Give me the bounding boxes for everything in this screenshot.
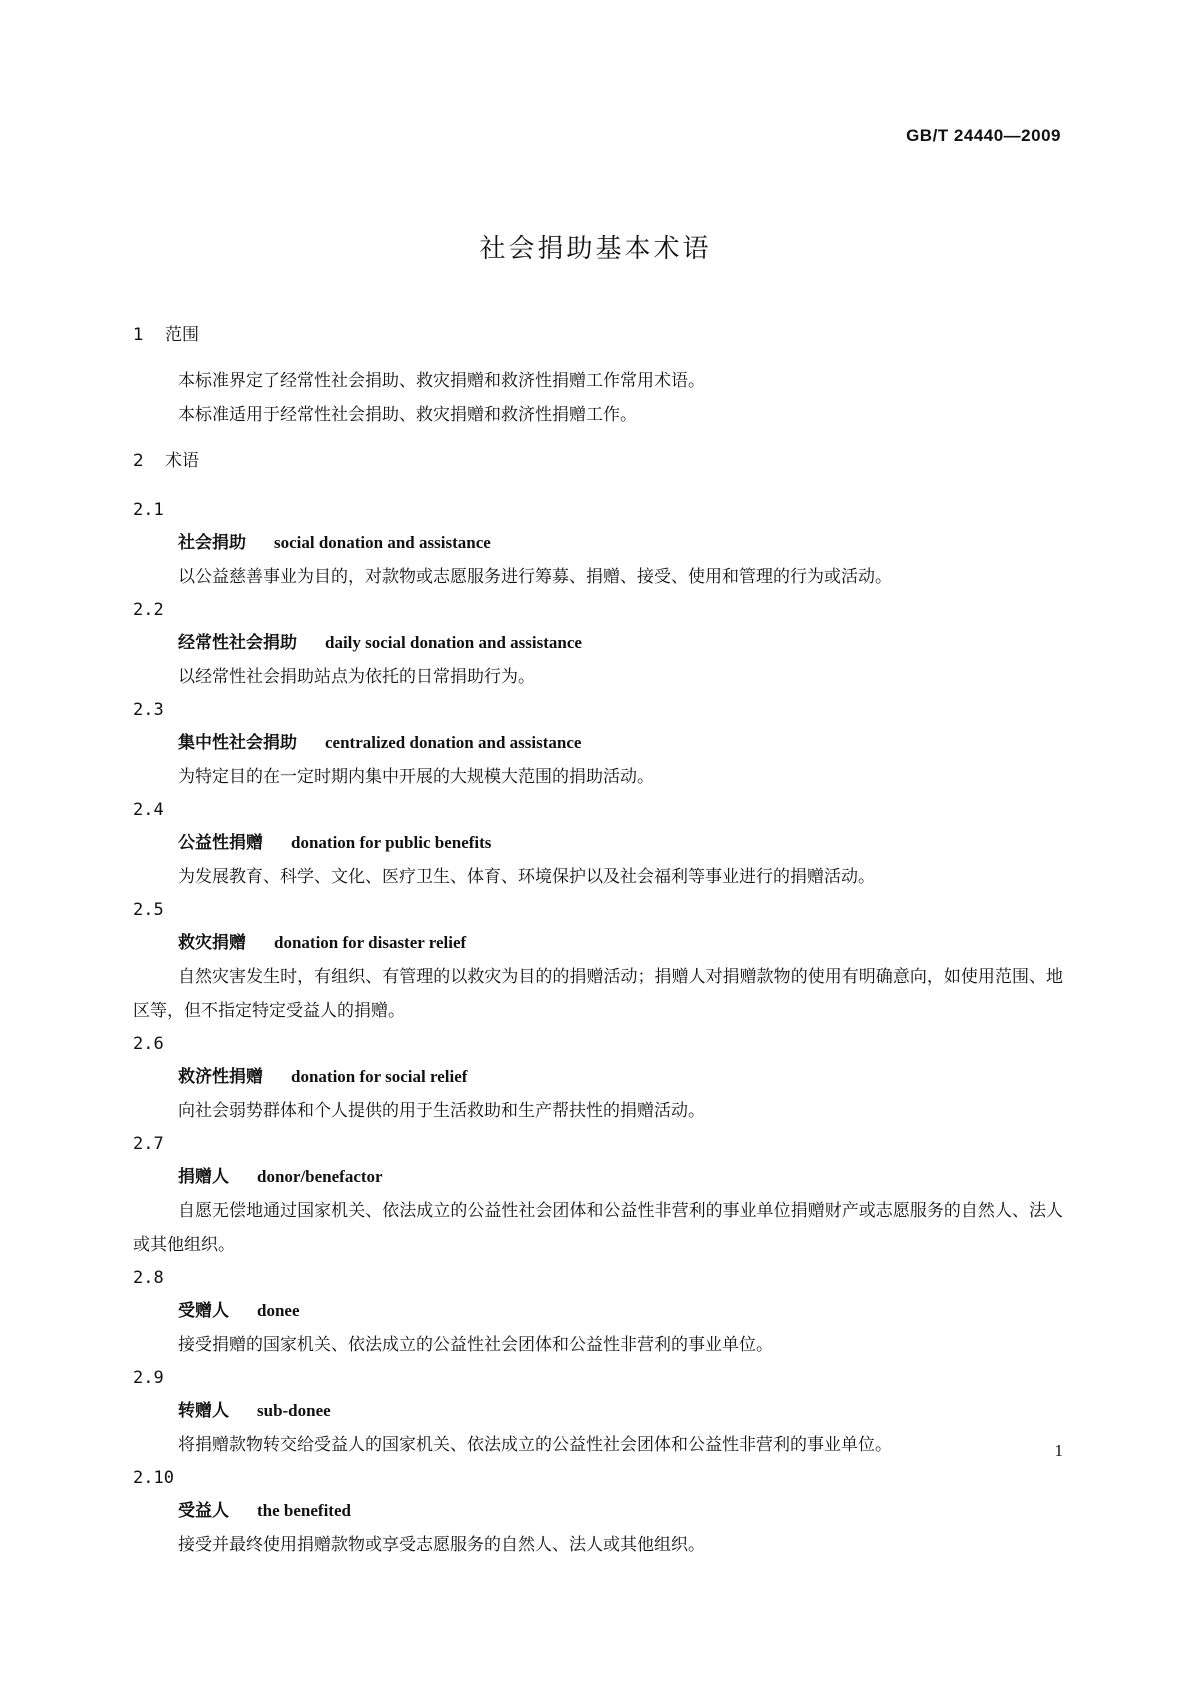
section-number: 2 — [133, 451, 144, 471]
term-en: donation for public benefits — [291, 833, 492, 852]
term-name — [133, 526, 1063, 560]
term-zh: 受赠人 — [178, 1301, 229, 1321]
term-index: 2.4 — [133, 800, 164, 820]
scope-paragraph: 本标准界定了经常性社会捐助、救灾捐赠和救济性捐赠工作常用术语。 — [178, 371, 705, 391]
term-entry — [133, 794, 1063, 894]
term-index: 2.7 — [133, 1134, 164, 1154]
term-entry — [133, 694, 1063, 794]
term-en: centralized donation and assistance — [325, 733, 582, 752]
term-index: 2.9 — [133, 1368, 164, 1388]
term-definition: 接受捐赠的国家机关、依法成立的公益性社会团体和公益性非营利的事业单位。 — [178, 1335, 773, 1355]
term-en: donation for social relief — [291, 1067, 468, 1086]
term-definition: 自然灾害发生时，有组织、有管理的以救灾为目的的捐赠活动；捐赠人对捐赠款物的使用有明确意向，如使用范围、地区等，但不指定特定受益人的捐赠。 — [133, 967, 1063, 1021]
term-definition: 为特定目的在一定时期内集中开展的大规模大范围的捐助活动。 — [178, 767, 654, 787]
term-en: donation for disaster relief — [274, 933, 467, 952]
section-title: 范围 — [165, 325, 199, 345]
term-name — [133, 926, 1063, 960]
section-body-scope — [133, 364, 1063, 432]
term-name — [133, 726, 1063, 760]
term-name — [133, 1294, 1063, 1328]
term-zh: 公益性捐赠 — [178, 833, 263, 853]
section-heading-terms — [133, 444, 1063, 478]
section-heading-scope — [133, 318, 1063, 352]
term-name — [133, 1060, 1063, 1094]
term-zh: 捐赠人 — [178, 1167, 229, 1187]
term-en: donee — [257, 1301, 300, 1320]
document-body — [133, 318, 1063, 1562]
term-entry — [133, 1362, 1063, 1462]
term-index: 2.2 — [133, 600, 164, 620]
term-entry — [133, 1262, 1063, 1362]
term-zh: 社会捐助 — [178, 533, 246, 553]
term-index: 2.6 — [133, 1034, 164, 1054]
section-number: 1 — [133, 325, 144, 345]
term-en: donor/benefactor — [257, 1167, 383, 1186]
standard-number: GB/T 24440—2009 — [906, 126, 1061, 145]
scope-paragraph: 本标准适用于经常性社会捐助、救灾捐赠和救济性捐赠工作。 — [178, 405, 637, 425]
section-title: 术语 — [165, 451, 199, 471]
term-zh: 经常性社会捐助 — [178, 633, 297, 653]
term-en: the benefited — [257, 1501, 351, 1520]
term-name — [133, 1160, 1063, 1194]
term-index: 2.8 — [133, 1268, 164, 1288]
term-zh: 集中性社会捐助 — [178, 733, 297, 753]
term-list — [133, 494, 1063, 1562]
term-index: 2.10 — [133, 1468, 174, 1488]
term-definition: 接受并最终使用捐赠款物或享受志愿服务的自然人、法人或其他组织。 — [178, 1535, 705, 1555]
term-entry — [133, 1028, 1063, 1128]
term-zh: 救灾捐赠 — [178, 933, 246, 953]
term-zh: 转赠人 — [178, 1401, 229, 1421]
term-definition: 自愿无偿地通过国家机关、依法成立的公益性社会团体和公益性非营利的事业单位捐赠财产或志愿服务的自然人、法人或其他组织。 — [133, 1201, 1063, 1255]
page-number: 1 — [1054, 1441, 1063, 1460]
term-entry — [133, 894, 1063, 1028]
term-name — [133, 1494, 1063, 1528]
term-name — [133, 826, 1063, 860]
term-definition: 以经常性社会捐助站点为依托的日常捐助行为。 — [178, 667, 535, 687]
term-entry — [133, 1462, 1063, 1562]
term-en: daily social donation and assistance — [325, 633, 582, 652]
term-en: sub-donee — [257, 1401, 331, 1420]
term-definition: 以公益慈善事业为目的，对款物或志愿服务进行筹募、捐赠、接受、使用和管理的行为或活动。 — [178, 567, 892, 587]
term-en: social donation and assistance — [274, 533, 491, 552]
term-index: 2.3 — [133, 700, 164, 720]
term-zh: 救济性捐赠 — [178, 1067, 263, 1087]
term-zh: 受益人 — [178, 1501, 229, 1521]
term-index: 2.1 — [133, 500, 164, 520]
term-name — [133, 1394, 1063, 1428]
term-definition: 将捐赠款物转交给受益人的国家机关、依法成立的公益性社会团体和公益性非营利的事业单位。 — [178, 1435, 892, 1455]
term-definition: 为发展教育、科学、文化、医疗卫生、体育、环境保护以及社会福利等事业进行的捐赠活动。 — [178, 867, 875, 887]
term-definition: 向社会弱势群体和个人提供的用于生活救助和生产帮扶性的捐赠活动。 — [178, 1101, 705, 1121]
term-index: 2.5 — [133, 900, 164, 920]
term-name — [133, 626, 1063, 660]
term-entry — [133, 594, 1063, 694]
term-entry — [133, 494, 1063, 594]
term-entry — [133, 1128, 1063, 1262]
document-title: 社会捐助基本术语 — [479, 234, 712, 264]
